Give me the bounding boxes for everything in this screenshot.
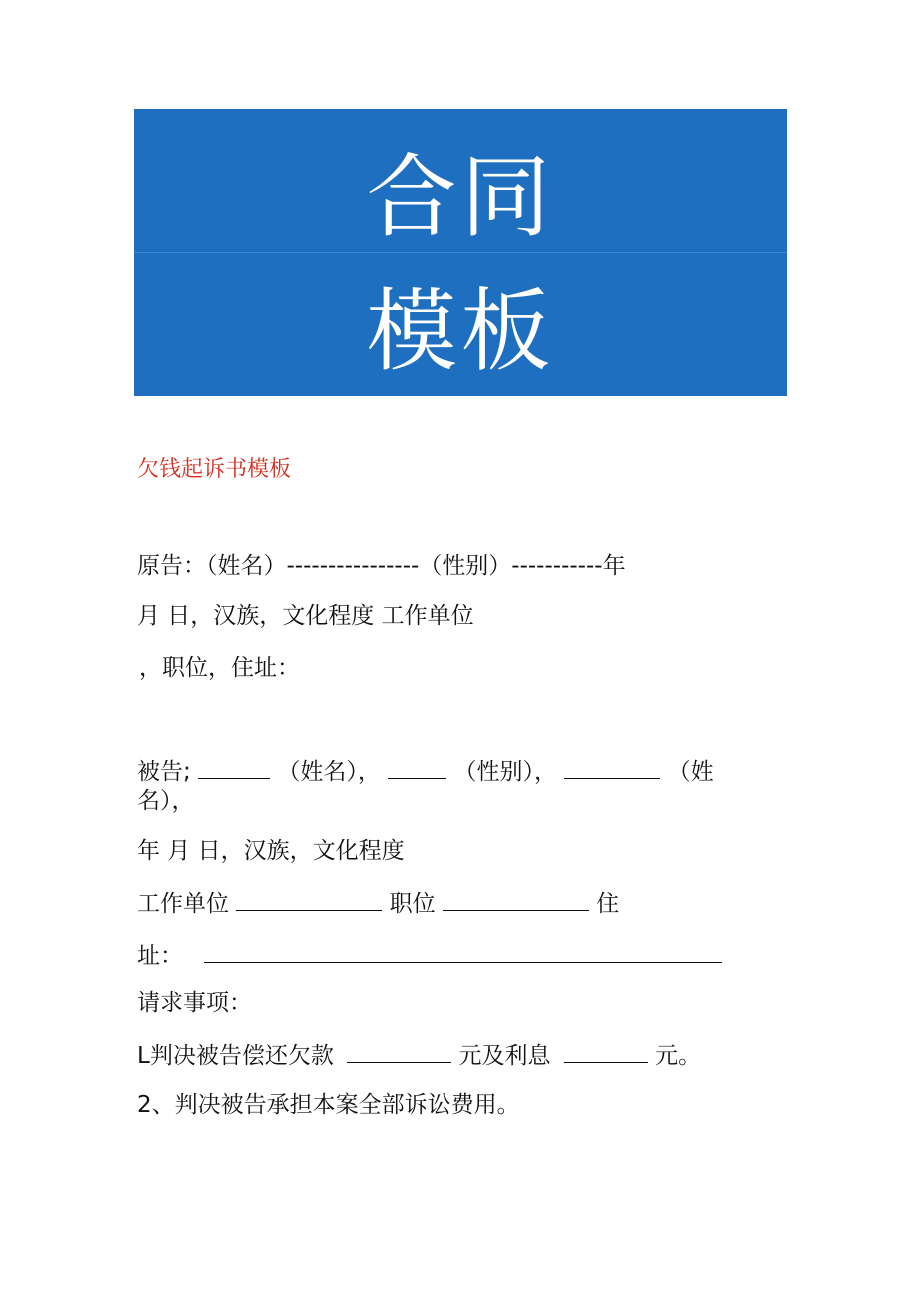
claim-item-1 xyxy=(137,1040,701,1071)
defendant-label: 被告; xyxy=(137,759,191,785)
defendant-extra-blank xyxy=(564,756,660,779)
address-label-end: 址： xyxy=(137,943,183,969)
cover-divider xyxy=(134,252,787,253)
cover-title-line2: 模板 xyxy=(366,279,555,384)
document-title: 欠钱起诉书模板 xyxy=(137,457,292,482)
cover-banner xyxy=(134,109,787,396)
address-label-start: 住 xyxy=(596,891,620,917)
address-blank xyxy=(204,940,722,963)
defendant-name-blank xyxy=(198,756,270,779)
claims-heading: 请求事项： xyxy=(137,990,252,1016)
claim-item-2: 2、判决被告承担本案全部诉讼费用。 xyxy=(137,1092,520,1118)
workplace-label: 工作单位 xyxy=(137,891,229,917)
claim-1-end: 元。 xyxy=(655,1043,702,1069)
claim-1-interest: 元及利息 xyxy=(458,1043,551,1069)
workplace-blank xyxy=(236,888,382,911)
defendant-line-2: 年 月 日，汉族，文化程度 xyxy=(137,838,405,864)
position-label: 职位 xyxy=(389,891,436,917)
defendant-name-label: （姓名）， xyxy=(277,759,381,785)
plaintiff-line-3: ，职位，住址： xyxy=(139,655,300,681)
defendant-line-3 xyxy=(137,888,619,919)
cover-title-line1: 合同 xyxy=(366,145,555,250)
defendant-gender-label: （性别）， xyxy=(453,759,557,785)
defendant-line-4 xyxy=(137,940,722,971)
defendant-gender-blank xyxy=(388,756,446,779)
plaintiff-line-2: 月 日，汉族，文化程度 工作单位 xyxy=(137,603,474,629)
claim-1-text: L判决被告偿还欠款 xyxy=(137,1043,334,1069)
defendant-line-1 xyxy=(137,756,714,787)
plaintiff-line-1: 原告：（姓名）----------------（性别）-----------年 xyxy=(137,553,626,579)
defendant-line-1b: 名）， xyxy=(137,788,195,814)
position-blank xyxy=(443,888,589,911)
defendant-extra-label: （姓 xyxy=(667,759,714,785)
debt-amount-blank xyxy=(347,1040,451,1063)
interest-amount-blank xyxy=(564,1040,648,1063)
